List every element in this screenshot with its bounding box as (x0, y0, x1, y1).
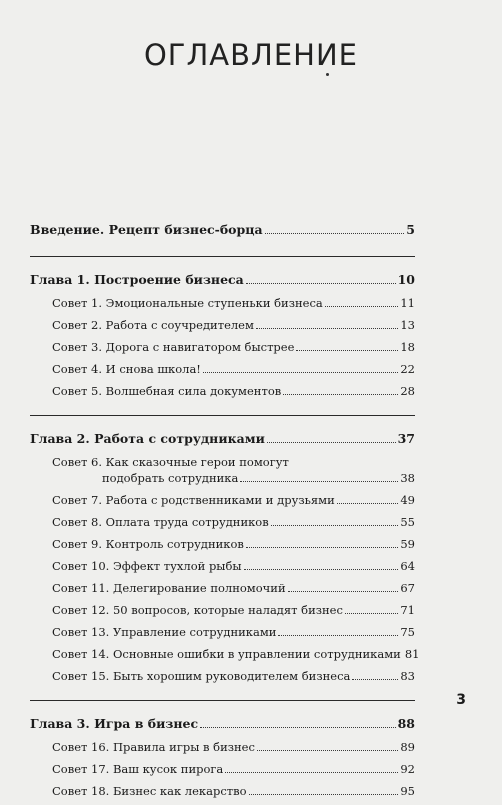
leader-dots (278, 625, 398, 636)
toc-entry-page: 92 (400, 762, 415, 776)
chapter-divider (30, 256, 415, 257)
toc-entry-label: Совет 3. Дорога с навигатором быстрее (52, 340, 295, 354)
leader-dots (246, 537, 399, 548)
leader-dots (296, 340, 398, 351)
leader-dots (246, 273, 396, 284)
toc-entry-label-line2: подобрать сотрудника (102, 471, 239, 485)
toc-entry-label: Совет 13. Управление сотрудниками (52, 625, 277, 639)
toc-tip-10[interactable] (30, 558, 415, 574)
toc-entry-label: Совет 7. Работа с родственниками и друзьями (52, 493, 335, 507)
leader-dots (352, 669, 398, 680)
toc-entry-page: 55 (400, 515, 415, 529)
leader-dots (203, 362, 398, 373)
leader-dots (271, 515, 399, 526)
toc-entry-page: 11 (400, 296, 415, 310)
toc-entry-page: 28 (400, 384, 415, 398)
toc-entry-page: 38 (400, 471, 415, 485)
toc-entry-page: 49 (400, 493, 415, 507)
toc-tip-11[interactable] (30, 580, 415, 596)
toc-entry-page: 83 (400, 669, 415, 683)
toc-entry-page: 37 (397, 431, 415, 446)
toc-entry-page: 95 (400, 784, 415, 798)
toc-entry-label: Совет 9. Контроль сотрудников (52, 537, 244, 551)
toc-entry-label: Совет 2. Работа с соучредителем (52, 318, 254, 332)
toc-tip-3[interactable] (30, 339, 415, 355)
toc-intro[interactable] (30, 222, 415, 238)
toc-entry-label: Совет 16. Правила игры в бизнес (52, 740, 255, 754)
toc-entry-page: 75 (400, 625, 415, 639)
toc-entry-page: 13 (400, 318, 415, 332)
leader-dots (345, 603, 398, 614)
toc-entry-page: 22 (400, 362, 415, 376)
print-mark (326, 73, 329, 76)
leader-dots (325, 296, 399, 307)
toc-chapter-1[interactable] (30, 272, 415, 288)
toc-entry-label: Глава 3. Игра в бизнес (30, 716, 199, 731)
leader-dots (200, 717, 396, 728)
leader-dots (337, 493, 399, 504)
toc-tip-2[interactable] (30, 317, 415, 333)
toc-entry-label: Совет 12. 50 вопросов, которые наладят бизнес (52, 603, 343, 617)
toc-tip-15[interactable] (30, 668, 415, 684)
toc-entry-label: Глава 2. Работа с сотрудниками (30, 431, 265, 446)
toc-tip-12[interactable] (30, 602, 415, 618)
toc-entry-label: Совет 14. Основные ошибки в управлении сотрудниками (52, 647, 401, 661)
toc-entry-label: Совет 11. Делегирование полномочий (52, 581, 286, 595)
toc-entry-label: Введение. Рецепт бизнес-борца (30, 222, 263, 237)
toc-entry-label: Совет 18. Бизнес как лекарство (52, 784, 247, 798)
toc-entry-page: 10 (397, 272, 415, 287)
toc-entry-page: 59 (400, 537, 415, 551)
toc-entry-label: Совет 10. Эффект тухлой рыбы (52, 559, 242, 573)
toc-entry-label: Совет 4. И снова школа! (52, 362, 201, 376)
leader-dots (225, 762, 398, 773)
leader-dots (240, 471, 398, 482)
toc-tip-13[interactable] (30, 624, 415, 640)
leader-dots (267, 432, 396, 443)
toc-tip-6[interactable] (30, 454, 415, 486)
toc-entry-page: 5 (406, 222, 415, 237)
leader-dots (283, 384, 398, 395)
leader-dots (244, 559, 399, 570)
toc-entry-label: Совет 5. Волшебная сила документов (52, 384, 282, 398)
page-number: 3 (456, 692, 466, 708)
chapter-divider (30, 415, 415, 416)
leader-dots (249, 784, 399, 795)
toc-tip-1[interactable] (30, 295, 415, 311)
leader-dots (257, 740, 398, 751)
toc-entry-label: Совет 1. Эмоциональные ступеньки бизнеса (52, 296, 323, 310)
toc-tip-4[interactable] (30, 361, 415, 377)
toc-tip-9[interactable] (30, 536, 415, 552)
toc-entry-page: 88 (397, 716, 415, 731)
leader-dots (288, 581, 399, 592)
toc-tip-8[interactable] (30, 514, 415, 530)
toc-entry-label: Глава 1. Построение бизнеса (30, 272, 244, 287)
leader-dots (256, 318, 398, 329)
chapter-divider (30, 700, 415, 701)
toc-chapter-2[interactable] (30, 431, 415, 447)
toc-entry-page: 81 (404, 647, 420, 661)
toc-tip-18[interactable] (30, 783, 415, 799)
toc-entry-label: Совет 6. Как сказочные герои помогут (52, 455, 289, 469)
toc-tip-7[interactable] (30, 492, 415, 508)
toc-tip-14[interactable] (30, 646, 420, 662)
leader-dots (265, 223, 405, 234)
toc-entry-label: Совет 8. Оплата труда сотрудников (52, 515, 269, 529)
toc-entry-page: 71 (400, 603, 415, 617)
page-title: ОГЛАВЛЕНИЕ (143, 38, 358, 72)
toc-tip-17[interactable] (30, 761, 415, 777)
toc-entry-label: Совет 15. Быть хорошим руководителем бизнеса (52, 669, 351, 683)
toc-entry-page: 64 (400, 559, 415, 573)
toc-tip-16[interactable] (30, 739, 415, 755)
table-of-contents (30, 222, 420, 805)
toc-entry-page: 18 (400, 340, 415, 354)
toc-entry-page: 67 (400, 581, 415, 595)
toc-chapter-3[interactable] (30, 716, 415, 732)
toc-tip-5[interactable] (30, 383, 415, 399)
toc-entry-label: Совет 17. Ваш кусок пирога (52, 762, 224, 776)
toc-entry-page: 89 (400, 740, 415, 754)
